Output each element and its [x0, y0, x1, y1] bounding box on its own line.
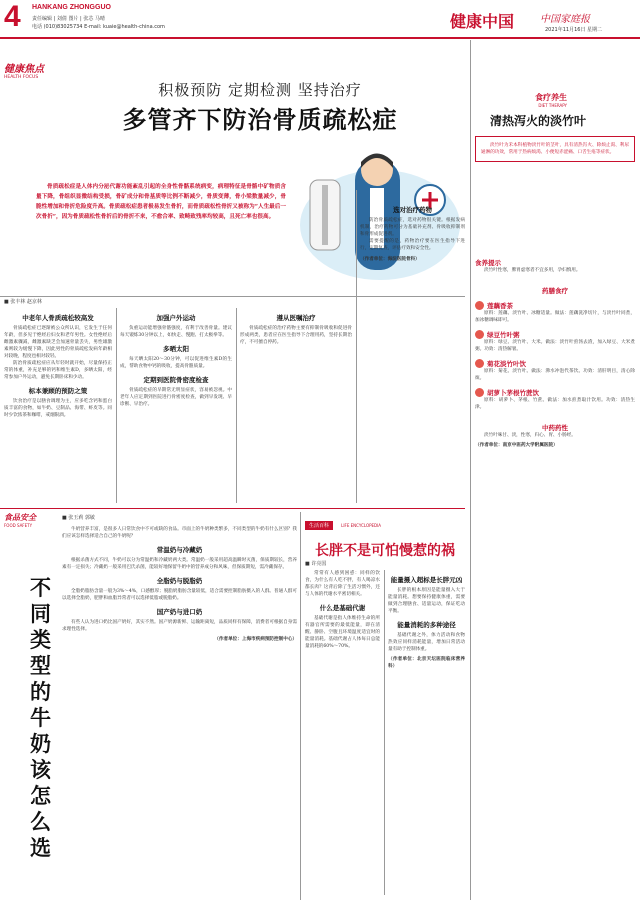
section-banner-right-title: 食疗养生 — [535, 93, 567, 102]
recipe-bullet-icon — [475, 301, 484, 310]
milk-sub2: 全脂奶与脱脂奶 — [156, 577, 203, 585]
milk-intro: 牛奶营养丰富，是很多人日常饮食中不可或缺的食品。市面上的牛奶种类繁多，不同类型的牛奶有什么区别？我们应该怎样选择适合自己的牛奶呢？ — [62, 527, 297, 539]
footer-title — [475, 423, 635, 432]
brand: 中国家庭报 — [540, 14, 590, 25]
life-body3: 基础代谢之外，体力活动和食物热效应同样消耗能量，增加日常活动量有助于控制体重。 — [388, 633, 465, 652]
recipe-3-text: 原料：菊花、淡竹叶。做法：沸水冲泡代茶饮。功效：清肝明目，清心除烦。 — [475, 369, 635, 381]
milk-body3: 有些人认为进口奶比国产奶好，其实不然。国产奶源新鲜、运输距离短，品质同样有保障，消费者可根据自身需求理性选择。 — [62, 620, 297, 632]
lead-sub7: 选对治疗药物 — [393, 206, 432, 214]
life-sub2: 能量摄入超标是长胖元凶 — [390, 576, 463, 584]
recipe-3-name: 菊花淡竹叶饮 — [487, 360, 526, 368]
recipe-4-name: 胡萝卜茅根竹蔗饮 — [487, 389, 539, 397]
right-intro: 淡竹叶为禾本科植物淡竹叶的茎叶，具有清热泻火、除烦止渴、利尿通淋的功效，常用于热病烦渴、小便短赤涩痛、口舌生疮等症状。 — [481, 143, 629, 155]
recipe-section-title — [475, 286, 635, 295]
milk-sub1: 常温奶与冷藏奶 — [156, 546, 203, 554]
masthead — [0, 0, 640, 36]
date-line: 2021年11月16日 星期二 — [545, 27, 603, 33]
right-credit: （作者单位：南京中医药大学附属医院） — [475, 443, 558, 448]
recipe-1-name: 莲藕香茶 — [487, 302, 513, 310]
life-tag-subtitle: LIFE ENCYCLOPEDIA — [341, 523, 382, 528]
milk-byline: ■ 张玉莉 郭敏 — [62, 515, 95, 521]
recipe-1 — [475, 301, 635, 310]
recipe-2 — [475, 330, 635, 339]
lead-summary: 骨质疏松症是人体内分泌代谢功能紊乱引起的全身性骨骼系统病变，病理特征是骨骼中矿物质含量下降，骨组织显微结构受损，骨矿成分和骨基质等比例不断减少，骨质变薄，骨小梁数量减少，骨脆性增加和骨折危险度升高。骨质疏松症患者极易发生骨折，而骨质疏松性骨折又被称为“人生最后一次骨折”，因为骨质疏松性骨折后的骨折不来，不愈合率、致畸致残率均较高，且死亡率也很高。 — [36, 184, 286, 220]
lead-sub2: 标本兼顾的预防之策 — [28, 387, 88, 395]
milk-body1: 根据杀菌方式不同，牛奶可以分为常温奶和冷藏奶两大类。常温奶一般采用超高温瞬时灭菌，保质期较长，营养素有一定损失；冷藏奶一般采用巴氏杀菌，能较好地保留牛奶中的营养成分和风味，但保质期短，需冷藏保存。 — [62, 558, 297, 570]
lead-body6: 骨质疏松症的早期常无明显症状，容易被忽视。中老年人应定期到医院进行骨密度检查，做到早发现、早诊断、早治疗。 — [120, 388, 232, 407]
paper-name: HANKANG ZHONGGUO — [32, 4, 111, 11]
life-body2: 长胖的根本原因是能量摄入大于能量消耗。想要保持健康体重，需要做到合理膳食、适量运动，保证吃动平衡。 — [388, 588, 465, 614]
life-intro: 常常有人感到困惑：同样的饮食，为什么有人吃不胖，有人喝凉水都长肉？这背后除了生活习惯外，还与人体的代谢水平密切相关。 — [305, 571, 380, 597]
recipe-section-title-label: 药膳食疗 — [542, 287, 568, 295]
lead-sub4: 多晒太阳 — [163, 345, 189, 353]
milk-tag-subtitle: FOOD SAFETY — [4, 523, 33, 528]
lead-sub6: 遵从医嘱治疗 — [276, 314, 316, 322]
right-headline: 清热泻火的淡竹叶 — [490, 114, 587, 128]
section-banner-left — [4, 60, 44, 80]
right-intro-box — [475, 136, 635, 162]
recipe-bullet-icon — [475, 388, 484, 397]
section-banner-right-subtitle: DIET THERAPY — [538, 103, 567, 108]
section-banner-title: 健康焦点 — [4, 64, 44, 75]
recipe-4-text: 原料：胡萝卜、茅根、竹蔗。做法：加水煎煮取汁饮用。功效：清热生津。 — [475, 398, 635, 410]
lead-sub5: 定期到医院骨密度检查 — [143, 376, 209, 384]
recipe-3 — [475, 359, 635, 368]
editors-line: 责任编辑 | 刘倩 图片 | 张芯 马晴 — [32, 16, 105, 22]
recipes-text: 淡竹叶性寒，脾胃虚寒者不宜多用，孕妇慎用。 — [484, 268, 581, 273]
lead-body3: 饮食治疗是以膳食调理为主，应多吃含钙和蛋白质丰富的食物，如牛奶、豆制品、海带、虾皮等。同时少饮浓茶和咖啡，戒烟限酒。 — [4, 399, 112, 418]
milk-body2: 全脂奶脂肪含量一般为3%～4%，口感醇厚；脱脂奶脂肪含量较低，适合需要控制脂肪摄入的人群。普通人群可以选择全脂奶，肥胖和血脂异常者可以选择低脂或脱脂奶。 — [62, 589, 297, 601]
lead-body9: 需要提醒的是，药物治疗要在医生指导下进行，定期复查，评估疗效和安全性。 — [360, 239, 465, 251]
lead-body1: 骨质疏松症已逐渐被公众所认识，它发生于任何年龄，但多见于绝经后妇女和老年男性。女性绝经后雌激素骤减，雌激素缺乏会加速骨量丢失，男性雄激素则较为缓慢下降，因此男性的骨质疏松发病年龄相对较晚，程度也相对较轻。 — [4, 326, 112, 359]
recipe-2-name: 绿豆竹叶粥 — [487, 331, 520, 339]
lead-headline: 多管齐下防治骨质疏松症 — [122, 105, 398, 134]
contact-line: 电话 (010)83025734 E-mail: kuaie@health-china.com — [32, 24, 165, 30]
recipes-title — [475, 258, 635, 267]
life-tag-label: 生活百科 — [305, 521, 333, 530]
life-headline: 长胖不是可怕慢惹的祸 — [315, 543, 455, 559]
footer-title-label: 中药药性 — [542, 424, 568, 432]
recipe-4 — [475, 388, 635, 397]
milk-tag-title: 食品安全 — [4, 513, 36, 522]
recipes-title-label: 食养提示 — [475, 259, 501, 267]
footer-text: 淡竹叶味甘、淡，性寒，归心、胃、小肠经。 — [484, 433, 576, 438]
lead-sub1: 中老年人骨质疏松较高发 — [22, 314, 94, 322]
lead-byline: ■ 张丰林 赵京林 — [4, 299, 42, 305]
lead-kicker: 积极预防 定期检测 坚持治疗 — [158, 81, 362, 99]
lead-credit: （作者单位：海淀医院骨科） — [360, 257, 420, 262]
recipe-bullet-icon — [475, 359, 484, 368]
section-banner-subtitle: HEALTH FOCUS — [4, 75, 39, 80]
life-byline: ■ 许亮国 — [305, 561, 327, 567]
page-number: 4 — [4, 0, 21, 33]
lead-body7: 骨质疏松症的治疗药物主要有抑制骨吸收和促进骨形成两类，患者应在医生指导下合理用药，坚持长期治疗，不可擅自停药。 — [240, 326, 352, 345]
section-banner-right — [535, 92, 567, 108]
lead-body4: 负重运动能增强骨骼强度，有利于改善骨量。建议每天锻炼30分钟以上，如快走、慢跑、打太极拳等。 — [120, 326, 232, 338]
lead-body2: 防治骨质疏松症应从年轻时就开始，尽量保持正常的体重，补充足够的钙和维生素D，多晒太阳，经常参加户外运动，避免长期卧床和少动。 — [4, 361, 112, 380]
milk-headline: 不同类型的牛奶该怎么选 — [30, 575, 51, 860]
lead-sub3: 加强户外运动 — [156, 314, 196, 322]
life-sub3: 能量消耗的多种途径 — [397, 621, 456, 629]
recipe-bullet-icon — [475, 330, 484, 339]
life-body1: 基础代谢是指人体维持生命的所有器官所需要的最低能量，即在清醒、静卧、空腹且环境温度适宜时的能量消耗。基础代谢占人体每日总能量消耗的60%～70%。 — [305, 616, 380, 649]
recipe-1-text: 原料：莲藕、淡竹叶、冰糖适量。做法：莲藕洗净切片，与淡竹叶同煮，加冰糖调味即可。 — [475, 311, 635, 323]
life-sub1: 什么是基础代谢 — [319, 604, 366, 612]
section-title: 健康中国 — [450, 12, 515, 31]
recipe-2-text: 原料：绿豆、淡竹叶、大米。做法：淡竹叶煎汤去渣，加入绿豆、大米煮粥。功效：清热解暑。 — [475, 340, 635, 352]
life-tag — [305, 512, 381, 531]
life-credit: （作者单位：北京天坛医院临床营养科） — [388, 657, 465, 669]
milk-sub3: 国产奶与进口奶 — [156, 608, 203, 616]
milk-credit: （作者单位：上海市疾病预防控制中心） — [214, 637, 297, 642]
lead-body5: 每天晒太阳20～30分钟，可以促进维生素D的生成，帮助食物中钙的吸收，提高骨骼质量。 — [120, 357, 232, 369]
lead-body8: 防治骨质疏松症，选对药物很关键。根据发病机制，治疗药物可分为基础补充剂、骨吸收抑制剂和骨形成促进剂。 — [360, 218, 465, 237]
milk-tag — [4, 512, 36, 528]
